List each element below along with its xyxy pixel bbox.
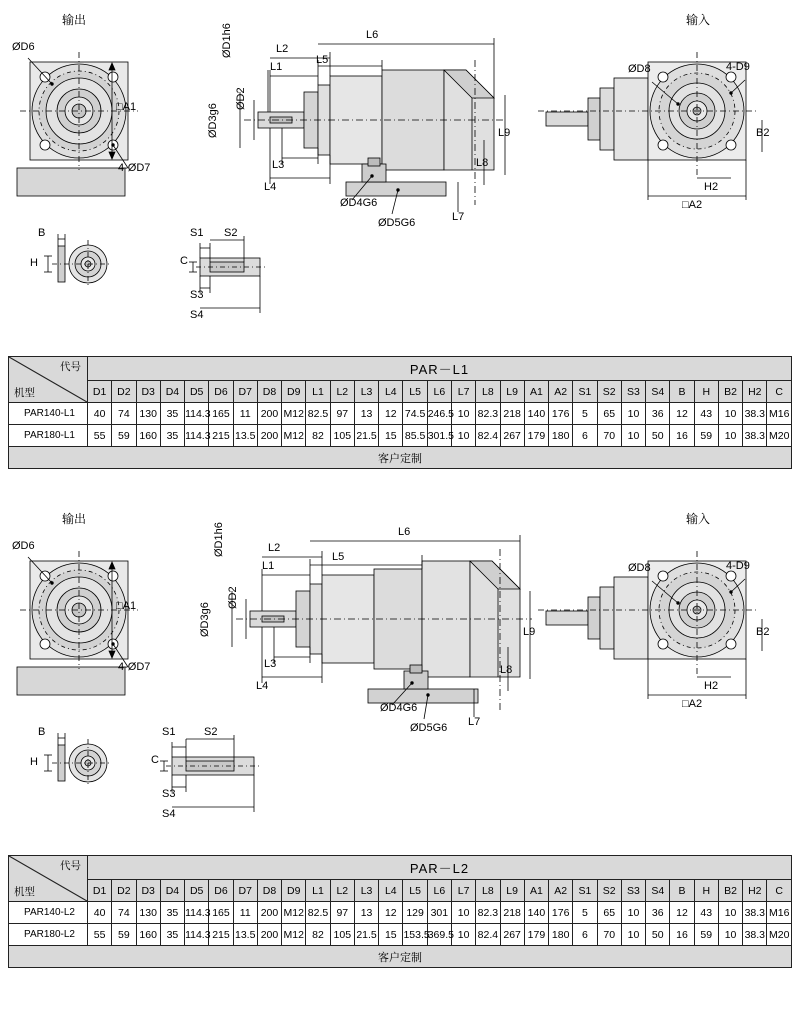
cell: 10 bbox=[718, 924, 742, 946]
cell: M12 bbox=[282, 902, 306, 924]
corner-bottom-label: 机型 bbox=[14, 387, 35, 399]
col-a1: A1 bbox=[524, 381, 548, 403]
cell: 38.3 bbox=[743, 924, 767, 946]
col-b: B bbox=[670, 381, 694, 403]
cell: 65 bbox=[597, 902, 621, 924]
label-b-l1: B bbox=[38, 227, 46, 239]
cell: 55 bbox=[88, 924, 112, 946]
table-footer: 客户定制 bbox=[9, 946, 792, 968]
label-l3-l2: L3 bbox=[264, 658, 277, 670]
corner-top-label: 代号 bbox=[60, 860, 81, 872]
label-d8-l1: ØD8 bbox=[628, 63, 651, 75]
col-d9: D9 bbox=[282, 880, 306, 902]
cell: 36 bbox=[646, 902, 670, 924]
cell: 59 bbox=[112, 924, 136, 946]
col-h2: H2 bbox=[743, 880, 767, 902]
cell: 130 bbox=[136, 403, 160, 425]
label-s1-l1: S1 bbox=[190, 227, 204, 239]
col-d1: D1 bbox=[88, 880, 112, 902]
cell: M12 bbox=[282, 403, 306, 425]
col-b: B bbox=[670, 880, 694, 902]
corner-bottom-label: 机型 bbox=[14, 886, 35, 898]
label-d3-l1: ØD3g6 bbox=[207, 103, 219, 138]
label-output-l1: 输出 bbox=[62, 13, 87, 27]
label-b2-l1: B2 bbox=[756, 127, 770, 139]
table-header-row bbox=[9, 856, 792, 880]
cell: 160 bbox=[136, 924, 160, 946]
col-l6: L6 bbox=[427, 381, 451, 403]
figure-section-l2 bbox=[0, 499, 800, 968]
cell: 246.5 bbox=[427, 403, 451, 425]
col-s2: S2 bbox=[597, 381, 621, 403]
cell: 38.3 bbox=[743, 902, 767, 924]
col-s2: S2 bbox=[597, 880, 621, 902]
cell: 35 bbox=[160, 403, 184, 425]
table-row bbox=[9, 403, 792, 425]
label-d5-l1: ØD5G6 bbox=[378, 217, 416, 229]
label-c-l2: C bbox=[151, 754, 159, 766]
col-l2: L2 bbox=[330, 381, 354, 403]
cell: 301 bbox=[427, 902, 451, 924]
label-b2-l2: B2 bbox=[756, 626, 770, 638]
cell: 180 bbox=[549, 924, 573, 946]
table-column-row bbox=[9, 381, 792, 403]
table-row bbox=[9, 924, 792, 946]
table-footer-row bbox=[9, 447, 792, 469]
label-h2-l1: H2 bbox=[704, 181, 719, 193]
cell: 215 bbox=[209, 924, 233, 946]
col-d8: D8 bbox=[257, 381, 281, 403]
col-d7: D7 bbox=[233, 880, 257, 902]
cell: 10 bbox=[621, 425, 645, 447]
col-l4: L4 bbox=[379, 381, 403, 403]
label-l6-l1: L6 bbox=[366, 29, 379, 41]
cell: 65 bbox=[597, 403, 621, 425]
corner-top-label: 代号 bbox=[60, 361, 81, 373]
label-l5-l1: L5 bbox=[316, 54, 329, 66]
label-input-l2: 输入 bbox=[686, 512, 711, 526]
cell: 59 bbox=[694, 425, 718, 447]
cell: 16 bbox=[670, 924, 694, 946]
cell: 301.5 bbox=[427, 425, 451, 447]
cell: 267 bbox=[500, 425, 524, 447]
cell: 153.5 bbox=[403, 924, 427, 946]
col-d1: D1 bbox=[88, 381, 112, 403]
label-l9-l2: L9 bbox=[523, 626, 536, 638]
col-s4: S4 bbox=[646, 880, 670, 902]
cell: 82 bbox=[306, 924, 330, 946]
col-l5: L5 bbox=[403, 880, 427, 902]
col-d3: D3 bbox=[136, 381, 160, 403]
col-d8: D8 bbox=[257, 880, 281, 902]
cell: 200 bbox=[257, 902, 281, 924]
cell: 10 bbox=[451, 425, 475, 447]
label-s3-l2: S3 bbox=[162, 788, 176, 800]
cell: 140 bbox=[524, 403, 548, 425]
cell: 74 bbox=[112, 403, 136, 425]
col-s3: S3 bbox=[621, 880, 645, 902]
label-s4-l1: S4 bbox=[190, 309, 204, 321]
col-s1: S1 bbox=[573, 880, 597, 902]
col-l1: L1 bbox=[306, 880, 330, 902]
label-h2-l2: H2 bbox=[704, 680, 719, 692]
label-h-l2: H bbox=[30, 756, 38, 768]
cell: 74.5 bbox=[403, 403, 427, 425]
cell: 38.3 bbox=[743, 403, 767, 425]
table-column-row bbox=[9, 880, 792, 902]
table-row bbox=[9, 425, 792, 447]
technical-drawing-l2 bbox=[0, 499, 800, 829]
col-s3: S3 bbox=[621, 381, 645, 403]
col-b2: B2 bbox=[718, 381, 742, 403]
cell: 59 bbox=[112, 425, 136, 447]
cell: 267 bbox=[500, 924, 524, 946]
cell: 179 bbox=[524, 425, 548, 447]
label-d6-l1: ØD6 bbox=[12, 41, 35, 53]
cell: 218 bbox=[500, 902, 524, 924]
cell: 55 bbox=[88, 425, 112, 447]
label-a1-l1: □A1 bbox=[116, 101, 137, 113]
label-l8-l1: L8 bbox=[476, 157, 489, 169]
spec-table-l1 bbox=[8, 356, 792, 469]
label-s2-l2: S2 bbox=[204, 726, 218, 738]
table-footer: 客户定制 bbox=[9, 447, 792, 469]
cell: 13 bbox=[354, 902, 378, 924]
cell: 114.3 bbox=[185, 425, 209, 447]
table-footer-row bbox=[9, 946, 792, 968]
label-a1-l2: □A1 bbox=[116, 600, 137, 612]
col-l9: L9 bbox=[500, 381, 524, 403]
col-h: H bbox=[694, 381, 718, 403]
cell: 74 bbox=[112, 902, 136, 924]
cell: 10 bbox=[451, 902, 475, 924]
row-model: PAR140-L1 bbox=[9, 403, 88, 425]
cell: 82.3 bbox=[476, 902, 500, 924]
cell: 82.5 bbox=[306, 902, 330, 924]
col-d4: D4 bbox=[160, 381, 184, 403]
cell: 10 bbox=[451, 403, 475, 425]
col-a2: A2 bbox=[549, 381, 573, 403]
table-row bbox=[9, 902, 792, 924]
cell: 180 bbox=[549, 425, 573, 447]
cell: 114.3 bbox=[185, 902, 209, 924]
cell: 10 bbox=[621, 902, 645, 924]
cell: 105 bbox=[330, 425, 354, 447]
col-s1: S1 bbox=[573, 381, 597, 403]
cell: 11 bbox=[233, 902, 257, 924]
cell: M16 bbox=[767, 902, 792, 924]
col-d6: D6 bbox=[209, 880, 233, 902]
col-l3: L3 bbox=[354, 880, 378, 902]
cell: 82.5 bbox=[306, 403, 330, 425]
cell: 12 bbox=[379, 902, 403, 924]
cell: 10 bbox=[718, 902, 742, 924]
col-l2: L2 bbox=[330, 880, 354, 902]
cell: 179 bbox=[524, 924, 548, 946]
label-l2-l1: L2 bbox=[276, 43, 289, 55]
cell: 15 bbox=[379, 924, 403, 946]
cell: 43 bbox=[694, 902, 718, 924]
cell: 97 bbox=[330, 403, 354, 425]
label-d5-l2: ØD5G6 bbox=[410, 722, 448, 734]
cell: 165 bbox=[209, 902, 233, 924]
table-title: PAR－L1 bbox=[88, 357, 792, 381]
cell: 114.3 bbox=[185, 924, 209, 946]
cell: M20 bbox=[767, 924, 792, 946]
figure-section-l1 bbox=[0, 0, 800, 469]
cell: 70 bbox=[597, 924, 621, 946]
col-d6: D6 bbox=[209, 381, 233, 403]
col-s4: S4 bbox=[646, 381, 670, 403]
col-d9: D9 bbox=[282, 381, 306, 403]
label-d2-l2: ØD2 bbox=[227, 586, 239, 609]
col-h: H bbox=[694, 880, 718, 902]
label-l7-l1: L7 bbox=[452, 211, 465, 223]
cell: 85.5 bbox=[403, 425, 427, 447]
cell: 12 bbox=[670, 902, 694, 924]
cell: 215 bbox=[209, 425, 233, 447]
row-model: PAR180-L2 bbox=[9, 924, 88, 946]
cell: 165 bbox=[209, 403, 233, 425]
cell: 12 bbox=[379, 403, 403, 425]
col-d5: D5 bbox=[185, 880, 209, 902]
col-d7: D7 bbox=[233, 381, 257, 403]
col-l5: L5 bbox=[403, 381, 427, 403]
label-s4-l2: S4 bbox=[162, 808, 176, 820]
col-b2: B2 bbox=[718, 880, 742, 902]
label-d2-l1: ØD2 bbox=[235, 87, 247, 110]
label-d6-l2: ØD6 bbox=[12, 540, 35, 552]
cell: 40 bbox=[88, 403, 112, 425]
cell: 200 bbox=[257, 924, 281, 946]
label-d1-l1: ØD1h6 bbox=[221, 23, 233, 58]
cell: 36 bbox=[646, 403, 670, 425]
cell: 105 bbox=[330, 924, 354, 946]
col-a1: A1 bbox=[524, 880, 548, 902]
cell: 5 bbox=[573, 902, 597, 924]
label-d7-l2: 4-ØD7 bbox=[118, 661, 151, 673]
col-l7: L7 bbox=[451, 381, 475, 403]
cell: 21.5 bbox=[354, 924, 378, 946]
cell: 129 bbox=[403, 902, 427, 924]
cell: 15 bbox=[379, 425, 403, 447]
cell: 35 bbox=[160, 902, 184, 924]
col-l1: L1 bbox=[306, 381, 330, 403]
label-l9-l1: L9 bbox=[498, 127, 511, 139]
label-l1-l2: L1 bbox=[262, 560, 275, 572]
spec-table-l2 bbox=[8, 855, 792, 968]
label-d9-l1: 4-D9 bbox=[726, 61, 750, 73]
label-input-l1: 输入 bbox=[686, 13, 711, 27]
label-l4-l2: L4 bbox=[256, 680, 269, 692]
col-l9: L9 bbox=[500, 880, 524, 902]
cell: M20 bbox=[767, 425, 792, 447]
col-l8: L8 bbox=[476, 880, 500, 902]
label-c-l1: C bbox=[180, 255, 188, 267]
cell: 5 bbox=[573, 403, 597, 425]
col-d2: D2 bbox=[112, 381, 136, 403]
label-h-l1: H bbox=[30, 257, 38, 269]
table-corner-cell bbox=[9, 357, 88, 403]
cell: 130 bbox=[136, 902, 160, 924]
col-c: C bbox=[767, 381, 792, 403]
cell: 38.3 bbox=[743, 425, 767, 447]
table-header-row bbox=[9, 357, 792, 381]
label-d4-l2: ØD4G6 bbox=[380, 702, 418, 714]
cell: 114.3 bbox=[185, 403, 209, 425]
label-d7-l1: 4-ØD7 bbox=[118, 162, 151, 174]
cell: 6 bbox=[573, 425, 597, 447]
label-d4-l1: ØD4G6 bbox=[340, 197, 378, 209]
row-model: PAR180-L1 bbox=[9, 425, 88, 447]
cell: 43 bbox=[694, 403, 718, 425]
cell: 13 bbox=[354, 403, 378, 425]
cell: 13.5 bbox=[233, 924, 257, 946]
label-b-l2: B bbox=[38, 726, 46, 738]
label-d1-l2: ØD1h6 bbox=[213, 522, 225, 557]
col-l4: L4 bbox=[379, 880, 403, 902]
label-l6-l2: L6 bbox=[398, 526, 411, 538]
col-d5: D5 bbox=[185, 381, 209, 403]
cell: 11 bbox=[233, 403, 257, 425]
label-l3-l1: L3 bbox=[272, 159, 285, 171]
cell: M12 bbox=[282, 924, 306, 946]
cell: 82.4 bbox=[476, 924, 500, 946]
cell: 10 bbox=[451, 924, 475, 946]
cell: 21.5 bbox=[354, 425, 378, 447]
col-a2: A2 bbox=[549, 880, 573, 902]
cell: 10 bbox=[718, 403, 742, 425]
cell: 6 bbox=[573, 924, 597, 946]
cell: 97 bbox=[330, 902, 354, 924]
label-a2-l1: □A2 bbox=[682, 199, 703, 211]
col-h2: H2 bbox=[743, 381, 767, 403]
label-l8-l2: L8 bbox=[500, 664, 513, 676]
cell: 50 bbox=[646, 425, 670, 447]
cell: 70 bbox=[597, 425, 621, 447]
row-model: PAR140-L2 bbox=[9, 902, 88, 924]
label-d8-l2: ØD8 bbox=[628, 562, 651, 574]
cell: 82.3 bbox=[476, 403, 500, 425]
cell: 10 bbox=[621, 924, 645, 946]
cell: 12 bbox=[670, 403, 694, 425]
cell: 140 bbox=[524, 902, 548, 924]
cell: 35 bbox=[160, 425, 184, 447]
col-d2: D2 bbox=[112, 880, 136, 902]
cell: 176 bbox=[549, 902, 573, 924]
cell: 35 bbox=[160, 924, 184, 946]
technical-drawing-l1 bbox=[0, 0, 800, 330]
col-l7: L7 bbox=[451, 880, 475, 902]
cell: 50 bbox=[646, 924, 670, 946]
col-d3: D3 bbox=[136, 880, 160, 902]
cell: 200 bbox=[257, 403, 281, 425]
cell: 200 bbox=[257, 425, 281, 447]
label-d3-l2: ØD3g6 bbox=[199, 602, 211, 637]
cell: 82.4 bbox=[476, 425, 500, 447]
cell: M16 bbox=[767, 403, 792, 425]
cell: 82 bbox=[306, 425, 330, 447]
label-s3-l1: S3 bbox=[190, 289, 204, 301]
col-l3: L3 bbox=[354, 381, 378, 403]
cell: 59 bbox=[694, 924, 718, 946]
cell: 16 bbox=[670, 425, 694, 447]
label-a2-l2: □A2 bbox=[682, 698, 703, 710]
label-l4-l1: L4 bbox=[264, 181, 277, 193]
cell: 369.5 bbox=[427, 924, 451, 946]
label-l5-l2: L5 bbox=[332, 551, 345, 563]
label-l7-l2: L7 bbox=[468, 716, 481, 728]
cell: 160 bbox=[136, 425, 160, 447]
cell: 40 bbox=[88, 902, 112, 924]
cell: M12 bbox=[282, 425, 306, 447]
col-d4: D4 bbox=[160, 880, 184, 902]
label-output-l2: 输出 bbox=[62, 512, 87, 526]
col-l6: L6 bbox=[427, 880, 451, 902]
label-s2-l1: S2 bbox=[224, 227, 238, 239]
label-d9-l2: 4-D9 bbox=[726, 560, 750, 572]
label-l2-l2: L2 bbox=[268, 542, 281, 554]
cell: 10 bbox=[621, 403, 645, 425]
label-s1-l2: S1 bbox=[162, 726, 176, 738]
cell: 218 bbox=[500, 403, 524, 425]
cell: 13.5 bbox=[233, 425, 257, 447]
cell: 10 bbox=[718, 425, 742, 447]
col-l8: L8 bbox=[476, 381, 500, 403]
label-l1-l1: L1 bbox=[270, 61, 283, 73]
table-title: PAR－L2 bbox=[88, 856, 792, 880]
table-corner-cell bbox=[9, 856, 88, 902]
cell: 176 bbox=[549, 403, 573, 425]
col-c: C bbox=[767, 880, 792, 902]
